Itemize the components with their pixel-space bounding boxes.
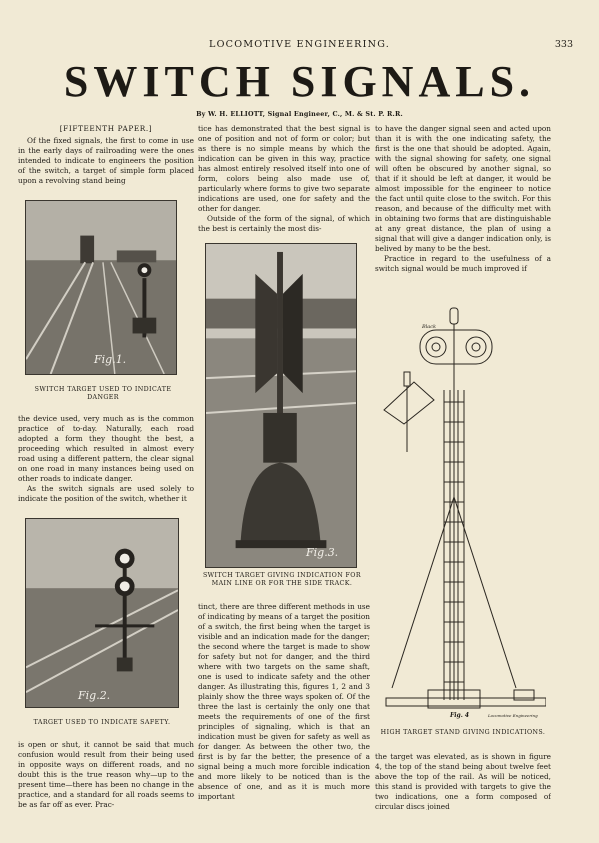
column-1-top [18, 124, 194, 194]
article-byline: By W. H. ELLIOTT, Signal Engineer, C., M. & St. P. R.R. [196, 110, 403, 118]
paper-label: [FIFTEENTH PAPER.] [59, 124, 153, 133]
figure-1-label: Fig.1. [94, 353, 127, 366]
figure-2-caption: TARGET USED TO INDICATE SAFETY. [33, 719, 171, 726]
col1-paragraph-3: As the switch signals are used solely to indicate the position of the switch, whether it [18, 484, 194, 503]
col1-paragraph-1: Of the fixed signals, the first to come in use in the early days of railroading were the ones intended to indicate to engineers the position of the switch, a target of simple form placed upon a revolving stand being [18, 136, 194, 185]
col1-paragraph-4: is open or shut, it cannot be said that much confusion would result from their being used in opposite ways on different roads, and no doubt this is the true reason why—up to the present time—there has been no change in the practice, and a standard for all roads seems to be as far off as ever. Prac- [18, 740, 194, 809]
figure-4-drawing [376, 302, 546, 724]
figure-4-caption: HIGH TARGET STAND GIVING INDICATIONS. [380, 729, 546, 736]
col3-paragraph-1: to have the danger signal seen and acted upon than it is with the one indicating safety, the first is the one that should be adopted. Again, with the signal showing for safety, one signal will often be obscured by another signal, so that if it should be left at danger, it would be almost impossible for the engineer to notice the fact until quite close to the switch. For this reason, and because of the difficulty met with in obtaining two forms that are distinguishable at any great distance, the plan of using a signal that will give a danger indication only, is belived by many to be the best. [375, 124, 551, 253]
page-number: 333 [554, 39, 573, 50]
col3-paragraph-3: the target was elevated, as is shown in figure 4, the top of the stand being about twelve feet above the top of the rail. As will be noticed, this stand is provided with targets to give the two indications, one a form composed of circular discs joined [375, 752, 551, 810]
running-head: LOCOMOTIVE ENGINEERING. [209, 39, 390, 50]
col1-paragraph-2: the device used, very much as is the common practice of to-day. Naturally, each road adopted a form they thought the best, a proceeding which resulted in almost every road using a different pattern, the clear signal on one road in many instances being used on other roads to indicate danger. [18, 414, 194, 483]
figure-2-photo [25, 518, 179, 708]
article-title: SWITCH SIGNALS. [63, 57, 536, 106]
column-2-bottom [198, 602, 370, 810]
column-3-top [375, 124, 551, 306]
figure-3-photo [205, 243, 357, 568]
figure-2-label: Fig.2. [78, 689, 111, 702]
column-2-top [198, 124, 370, 236]
col3-paragraph-2: Practice in regard to the usefulness of a switch signal would be much improved if [375, 254, 551, 273]
column-3-bottom [375, 752, 551, 810]
figure-3-label: Fig.3. [306, 546, 339, 559]
figure-1-caption: SWITCH TARGET USED TO INDICATE DANGER [34, 386, 172, 401]
column-1-middle [18, 414, 194, 510]
col2-paragraph-2: Outside of the form of the signal, of which the best is certainly the most dis- [198, 214, 370, 233]
figure-1-photo [25, 200, 177, 375]
figure-3-caption: SWITCH TARGET GIVING INDICATION FOR MAIN LINE OR FOR THE SIDE TRACK. [202, 572, 362, 587]
col2-paragraph-1: tice has demonstrated that the best signal is one of position and not of form or color; but as there is no simple means by which the indication can be given in this way, practice has almost entirely resolved itself into one of form, colors being also made use of, particularly where forms to give two separate indications are used, one for safety and the other for danger. [198, 124, 370, 213]
column-1-bottom [18, 740, 194, 810]
col2-paragraph-3: tinct, there are three different methods in use of indicating by means of a target the position of a switch, the first being when the target is visible and an indication made for the danger; the second where the target is made to show for safety but not for danger, and the third where with two targets on the same shaft, one is used to indicate safety and the other danger. As illustrating this, figures 1, 2 and 3 plainly show the three ways spoken of. Of the three the last is certainly the only one that meets the requirements of one of the first principles of signaling, which is that an indication must be given for safety as well as for danger. As between the other two, the first is by far the better, the presence of a signal being a much more forcible indication and more likely to be noticed than is the absence of one, and as it is much more important [198, 602, 370, 801]
figure-4-label: Fig. 4 [450, 712, 470, 719]
figure-4-marker-label: Black [422, 324, 437, 330]
figure-4-credit: Locomotive Engineering [488, 713, 538, 718]
